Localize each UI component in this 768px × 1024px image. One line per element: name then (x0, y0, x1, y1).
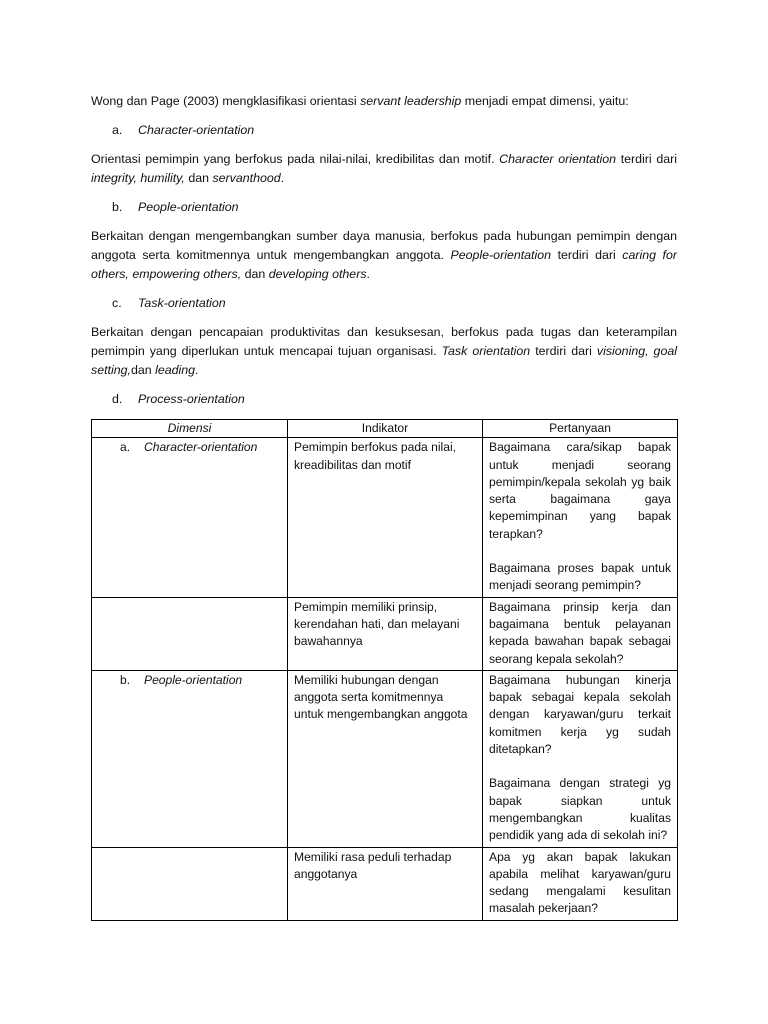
indicator-cell: Pemimpin memiliki prinsip, kerendahan hati, dan melayani bawahannya (288, 597, 483, 670)
section-heading-a: a. Character-orientation (112, 123, 255, 137)
dimension-cell: a. Character-orientation (92, 438, 288, 597)
section-heading-d: d. Process-orientation (112, 392, 245, 406)
dimension-cell (92, 597, 288, 670)
section-heading-b: b. People-orientation (112, 200, 239, 214)
question-cell: Bagaimana cara/sikap bapak untuk menjadi seorang pemimpin/kepala sekolah yg baik serta bagaimana gaya kepemimpinan yang bapak terapkan? Bagaimana proses bapak untuk menjadi seorang pemimpin? (483, 438, 678, 597)
table-row (92, 438, 678, 597)
section-paragraph-b: Berkaitan dengan mengembangkan sumber daya manusia, berfokus pada hubungan pemimpin dengan anggota serta komitmennya untuk mengembangkan anggota. People-orientation terdiri dari caring for others, empowering others, dan developing others. (91, 229, 677, 281)
table-row (92, 847, 678, 920)
dimension-cell (92, 847, 288, 920)
header-indikator: Indikator (288, 420, 483, 438)
table-row (92, 597, 678, 670)
section-paragraph-a: Orientasi pemimpin yang berfokus pada nilai-nilai, kredibilitas dan motif. Character orientation terdiri dari integrity, humility, dan servanthood. (91, 152, 677, 185)
question-cell: Apa yg akan bapak lakukan apabila melihat karyawan/guru sedang mengalami kesulitan masalah pekerjaan? (483, 847, 678, 920)
indicator-cell: Pemimpin berfokus pada nilai, kreadibilitas dan motif (288, 438, 483, 597)
intro-paragraph: Wong dan Page (2003) mengklasifikasi orientasi servant leadership menjadi empat dimensi, yaitu: (91, 94, 629, 108)
header-pertanyaan: Pertanyaan (483, 420, 678, 438)
question-cell: Bagaimana prinsip kerja dan bagaimana bentuk pelayanan kepada bawahan bapak sebagai seorang kepala sekolah? (483, 597, 678, 670)
orientation-table (91, 419, 678, 921)
indicator-cell: Memiliki hubungan dengan anggota serta komitmennya untuk mengembangkan anggota (288, 670, 483, 847)
table-header-row (92, 420, 678, 438)
section-heading-c: c. Task-orientation (112, 296, 226, 310)
section-paragraph-c: Berkaitan dengan pencapaian produktivitas dan kesuksesan, berfokus pada tugas dan keterampilan pemimpin yang diperlukan untuk mencapai tujuan organisasi. Task orientation terdiri dari visioning, goal setting,dan leading. (91, 325, 677, 377)
dimension-cell: b. People-orientation (92, 670, 288, 847)
question-cell: Bagaimana hubungan kinerja bapak sebagai kepala sekolah dengan karyawan/guru terkait komitmen kerja yg sudah ditetapkan? Bagaimana dengan strategi yg bapak siapkan untuk mengembangkan kualitas pendidik yang ada di sekolah ini? (483, 670, 678, 847)
header-dimensi: Dimensi (92, 420, 288, 438)
indicator-cell: Memiliki rasa peduli terhadap anggotanya (288, 847, 483, 920)
table-row (92, 670, 678, 847)
